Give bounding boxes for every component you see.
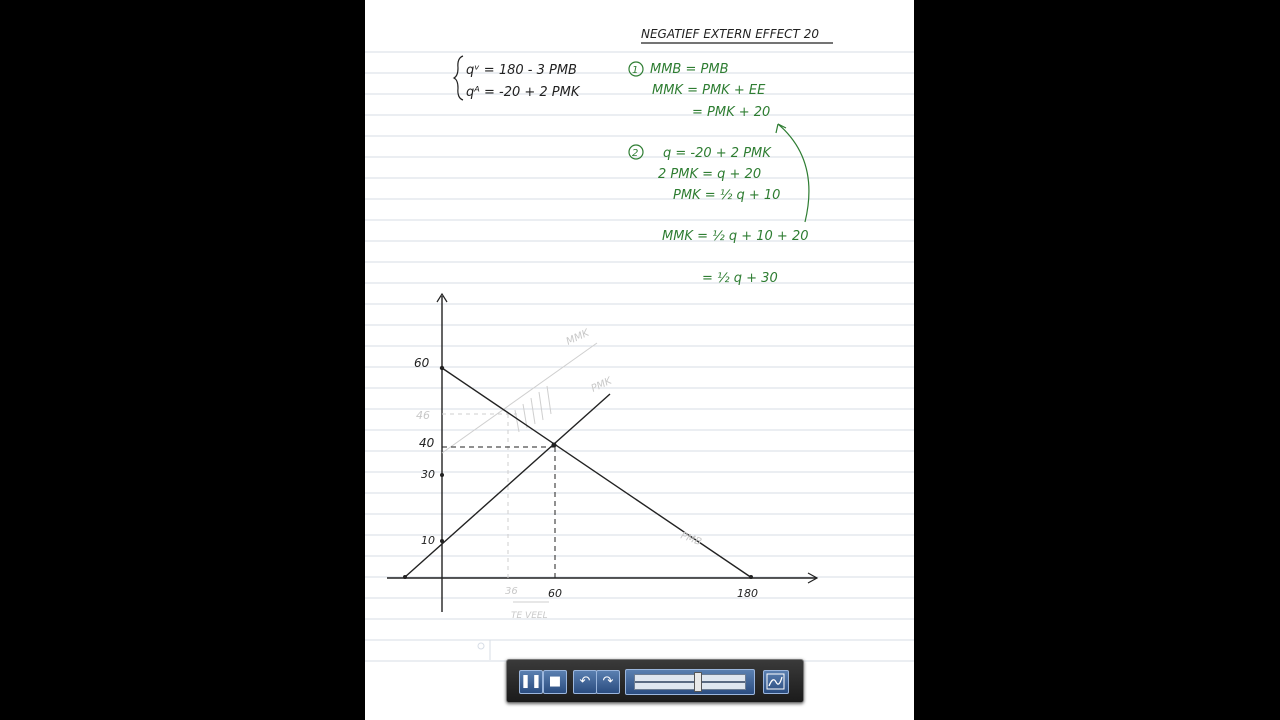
rewind-icon: ↶ [579, 674, 591, 689]
step2-line3: PMK = ½ q + 10 [673, 188, 781, 203]
seek-handle[interactable] [694, 672, 702, 692]
page-title: NEGATIEF EXTERN EFFECT 20 [641, 27, 819, 41]
player-controls [506, 659, 804, 703]
seek-track[interactable] [634, 674, 746, 690]
seek-line [635, 681, 745, 683]
y-label-40: 40 [419, 436, 435, 450]
step2-line5: = ½ q + 30 [702, 271, 778, 286]
point-y10 [440, 539, 444, 543]
pmk-curve [405, 394, 610, 577]
label-pmb: PMB [678, 530, 703, 549]
arrow-head-icon [776, 124, 786, 133]
step2-line1: q = -20 + 2 PMK [663, 146, 771, 161]
x-label-180: 180 [737, 587, 758, 600]
equilibrium-point [552, 443, 557, 448]
y-label-10: 10 [421, 534, 435, 547]
y-label-46: 46 [416, 409, 430, 422]
step2-number: 2 [632, 148, 639, 159]
effects-button[interactable] [763, 670, 789, 694]
x-label-36: 36 [505, 586, 518, 597]
hole-mark [478, 643, 484, 649]
label-pmk: PMK [589, 375, 614, 395]
forward-icon: ↷ [602, 674, 614, 689]
stop-icon: ■ [548, 674, 562, 689]
connector-arrow-icon [778, 124, 809, 222]
y-label-30: 30 [421, 468, 435, 481]
pause-icon: ❚❚ [520, 674, 542, 689]
pmb-curve [442, 368, 752, 578]
step1-number: 1 [632, 65, 639, 76]
point-y60 [440, 366, 444, 370]
point-x180 [749, 575, 753, 579]
step2-line2: 2 PMK = q + 20 [658, 167, 762, 182]
step1-line1: MMB = PMB [650, 62, 729, 77]
notebook-canvas [365, 0, 914, 720]
ruled-lines [365, 52, 914, 661]
point-pmk-start [403, 575, 407, 579]
y-label-60: 60 [414, 356, 430, 370]
point-y30 [440, 473, 444, 477]
note-te-veel: TE VEEL [511, 611, 548, 621]
seek-bar[interactable] [625, 669, 755, 695]
x-label-60: 60 [548, 587, 562, 600]
rewind-button[interactable] [573, 670, 597, 694]
step1-line2: MMK = PMK + EE [652, 83, 766, 98]
curve-icon [764, 671, 788, 693]
step2-line4: MMK = ½ q + 10 + 20 [662, 229, 809, 244]
stop-button[interactable] [543, 670, 567, 694]
step1-line3: = PMK + 20 [692, 105, 771, 120]
label-mmk: MMK [564, 327, 591, 348]
supply-equation: qᵛ = 180 - 3 PMB [466, 63, 577, 78]
demand-equation: qᴬ = -20 + 2 PMK [466, 85, 580, 100]
brace-icon [454, 56, 463, 100]
forward-button[interactable] [596, 670, 620, 694]
notebook-page [365, 0, 914, 720]
pause-button[interactable] [519, 670, 543, 694]
market-graph [387, 294, 817, 621]
mmk-curve-ghost [442, 343, 597, 453]
